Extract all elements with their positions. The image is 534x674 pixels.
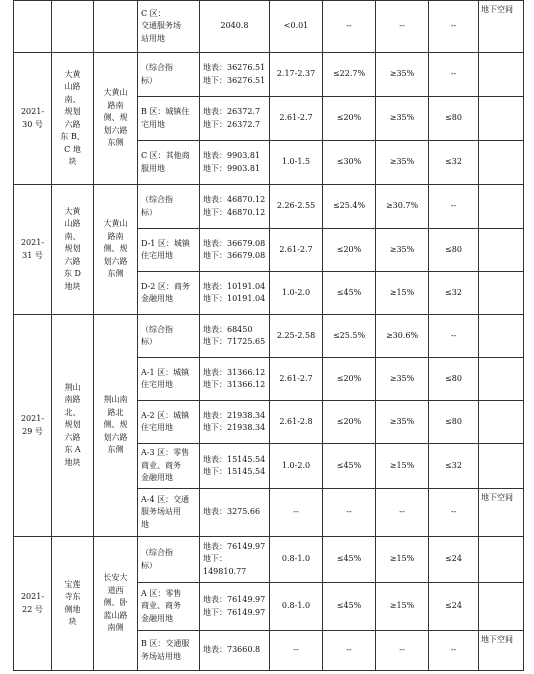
density-cell: ≤20% (323, 401, 376, 444)
note-cell (479, 315, 524, 358)
far-cell: 2.25-2.58 (270, 315, 323, 358)
density-cell: ≤25.5% (323, 315, 376, 358)
land-parcel-table (13, 0, 524, 671)
green-ratio-cell: ≥35% (376, 53, 429, 97)
note-cell (479, 272, 524, 315)
density-cell: ≤45% (323, 444, 376, 489)
far-cell: -- (270, 631, 323, 671)
note-cell (479, 97, 524, 141)
area-cell: 地表：15145.54 地下：15145.54 (200, 444, 270, 489)
parcel-name-cell: 大黄 山路 南、 规划 六路 东 B、 C 地 块 (52, 53, 94, 185)
far-cell: 2.61-2.7 (270, 358, 323, 401)
height-cell: ≤32 (429, 444, 479, 489)
area-cell: 地表：76149.97 地下：76149.97 (200, 583, 270, 631)
far-cell: -- (270, 489, 323, 537)
green-ratio-cell: ≥35% (376, 141, 429, 185)
zone-cell: A-3 区：零售 商业、商务 金融用地 (138, 444, 200, 489)
green-ratio-cell: -- (376, 631, 429, 671)
zone-cell: A-4 区：交通 服务场站用 地 (138, 489, 200, 537)
far-cell: 1.0-2.0 (270, 444, 323, 489)
parcel-location-cell: 大黄山 路南 侧、规 划六路 东侧 (94, 185, 138, 315)
note-cell (479, 141, 524, 185)
height-cell: ≤24 (429, 537, 479, 583)
density-cell: ≤45% (323, 537, 376, 583)
far-cell: 2.26-2.55 (270, 185, 323, 229)
zone-cell: D-2 区：商务 金融用地 (138, 272, 200, 315)
area-cell: 地表：21938.34 地下：21938.34 (200, 401, 270, 444)
table-row (14, 1, 524, 53)
green-ratio-cell: ≥15% (376, 537, 429, 583)
parcel-id-cell: 2021- 31 号 (14, 185, 52, 315)
far-cell: 2.61-2.8 (270, 401, 323, 444)
area-cell: 地表：76149.97 地下： 149810.77 (200, 537, 270, 583)
zone-cell: B 区：交通服 务场站用地 (138, 631, 200, 671)
table-row (14, 537, 524, 583)
green-ratio-cell: ≥15% (376, 272, 429, 315)
parcel-location-cell: 长安大 道西 侧、卧 蓝山路 南侧 (94, 537, 138, 671)
parcel-name-cell: 大黄 山路 南、 规划 六路 东 D 地块 (52, 185, 94, 315)
table-row (14, 315, 524, 358)
note-cell: 地下空间 (479, 631, 524, 671)
density-cell: -- (323, 1, 376, 53)
note-cell (479, 444, 524, 489)
area-cell: 地表：46870.12 地下：46870.12 (200, 185, 270, 229)
green-ratio-cell: -- (376, 489, 429, 537)
parcel-id-cell (14, 1, 52, 53)
density-cell: ≤22.7% (323, 53, 376, 97)
height-cell: -- (429, 1, 479, 53)
parcel-location-cell: 荆山南 路北 侧、规 划六路 东侧 (94, 315, 138, 537)
height-cell: -- (429, 185, 479, 229)
zone-cell: D-1 区：城镇 住宅用地 (138, 229, 200, 272)
zone-cell: A 区：零售 商业、商务 金融用地 (138, 583, 200, 631)
area-cell: 2040.8 (200, 1, 270, 53)
height-cell: ≤80 (429, 97, 479, 141)
note-cell: 地下空间 (479, 489, 524, 537)
green-ratio-cell: ≥35% (376, 97, 429, 141)
table-row (14, 53, 524, 97)
zone-cell: A-2 区：城镇 住宅用地 (138, 401, 200, 444)
zone-cell: C 区： 交通服务场 站用地 (138, 1, 200, 53)
green-ratio-cell: ≥30.6% (376, 315, 429, 358)
height-cell: ≤80 (429, 401, 479, 444)
height-cell: ≤32 (429, 141, 479, 185)
area-cell: 地表：26372.7 地下：26372.7 (200, 97, 270, 141)
area-cell: 地表：10191.04 地下：10191.04 (200, 272, 270, 315)
area-cell: 地表：73660.8 (200, 631, 270, 671)
parcel-location-cell: 大黄山 路南 侧、规 划六路 东侧 (94, 53, 138, 185)
zone-cell: A-1 区：城镇 住宅用地 (138, 358, 200, 401)
density-cell: ≤20% (323, 229, 376, 272)
density-cell: -- (323, 489, 376, 537)
density-cell: -- (323, 631, 376, 671)
parcel-id-cell: 2021- 29 号 (14, 315, 52, 537)
area-cell: 地表：9903.81 地下：9903.81 (200, 141, 270, 185)
parcel-location-cell (94, 1, 138, 53)
height-cell: -- (429, 631, 479, 671)
density-cell: ≤25.4% (323, 185, 376, 229)
area-cell: 地表：36276.51 地下：36276.51 (200, 53, 270, 97)
note-cell (479, 583, 524, 631)
far-cell: 2.61-2.7 (270, 229, 323, 272)
parcel-name-cell: 荆山 南路 北、 规划 六路 东 A 地块 (52, 315, 94, 537)
green-ratio-cell: ≥35% (376, 401, 429, 444)
green-ratio-cell: -- (376, 1, 429, 53)
table-row (14, 185, 524, 229)
density-cell: ≤20% (323, 358, 376, 401)
height-cell: -- (429, 315, 479, 358)
zone-cell: （综合指 标） (138, 537, 200, 583)
green-ratio-cell: ≥15% (376, 444, 429, 489)
density-cell: ≤45% (323, 583, 376, 631)
green-ratio-cell: ≥30.7% (376, 185, 429, 229)
note-cell (479, 537, 524, 583)
height-cell: ≤80 (429, 229, 479, 272)
density-cell: ≤45% (323, 272, 376, 315)
height-cell: -- (429, 489, 479, 537)
green-ratio-cell: ≥35% (376, 358, 429, 401)
note-cell: 地下空间 (479, 1, 524, 53)
density-cell: ≤20% (323, 97, 376, 141)
note-cell (479, 185, 524, 229)
area-cell: 地表：68450 地下：71725.65 (200, 315, 270, 358)
zone-cell: C 区：其他商 服用地 (138, 141, 200, 185)
height-cell: ≤80 (429, 358, 479, 401)
note-cell (479, 401, 524, 444)
parcel-id-cell: 2021- 30 号 (14, 53, 52, 185)
parcel-id-cell: 2021- 22 号 (14, 537, 52, 671)
zone-cell: B 区：城镇住 宅用地 (138, 97, 200, 141)
green-ratio-cell: ≥15% (376, 583, 429, 631)
far-cell: 0.8-1.0 (270, 537, 323, 583)
parcel-name-cell (52, 1, 94, 53)
zone-cell: （综合指 标） (138, 315, 200, 358)
zone-cell: （综合指 标） (138, 185, 200, 229)
area-cell: 地表：3275.66 (200, 489, 270, 537)
density-cell: ≤30% (323, 141, 376, 185)
height-cell: -- (429, 53, 479, 97)
land-parcel-table-container (13, 0, 524, 671)
area-cell: 地表：31366.12 地下：31366.12 (200, 358, 270, 401)
note-cell (479, 229, 524, 272)
far-cell: 1.0-1.5 (270, 141, 323, 185)
far-cell: 2.61-2.7 (270, 97, 323, 141)
far-cell: 1.0-2.0 (270, 272, 323, 315)
note-cell (479, 358, 524, 401)
far-cell: <0.01 (270, 1, 323, 53)
height-cell: ≤24 (429, 583, 479, 631)
far-cell: 0.8-1.0 (270, 583, 323, 631)
height-cell: ≤32 (429, 272, 479, 315)
zone-cell: （综合指 标） (138, 53, 200, 97)
far-cell: 2.17-2.37 (270, 53, 323, 97)
green-ratio-cell: ≥35% (376, 229, 429, 272)
parcel-name-cell: 宝莲 寺东 侧地 块 (52, 537, 94, 671)
area-cell: 地表：36679.08 地下：36679.08 (200, 229, 270, 272)
note-cell (479, 53, 524, 97)
